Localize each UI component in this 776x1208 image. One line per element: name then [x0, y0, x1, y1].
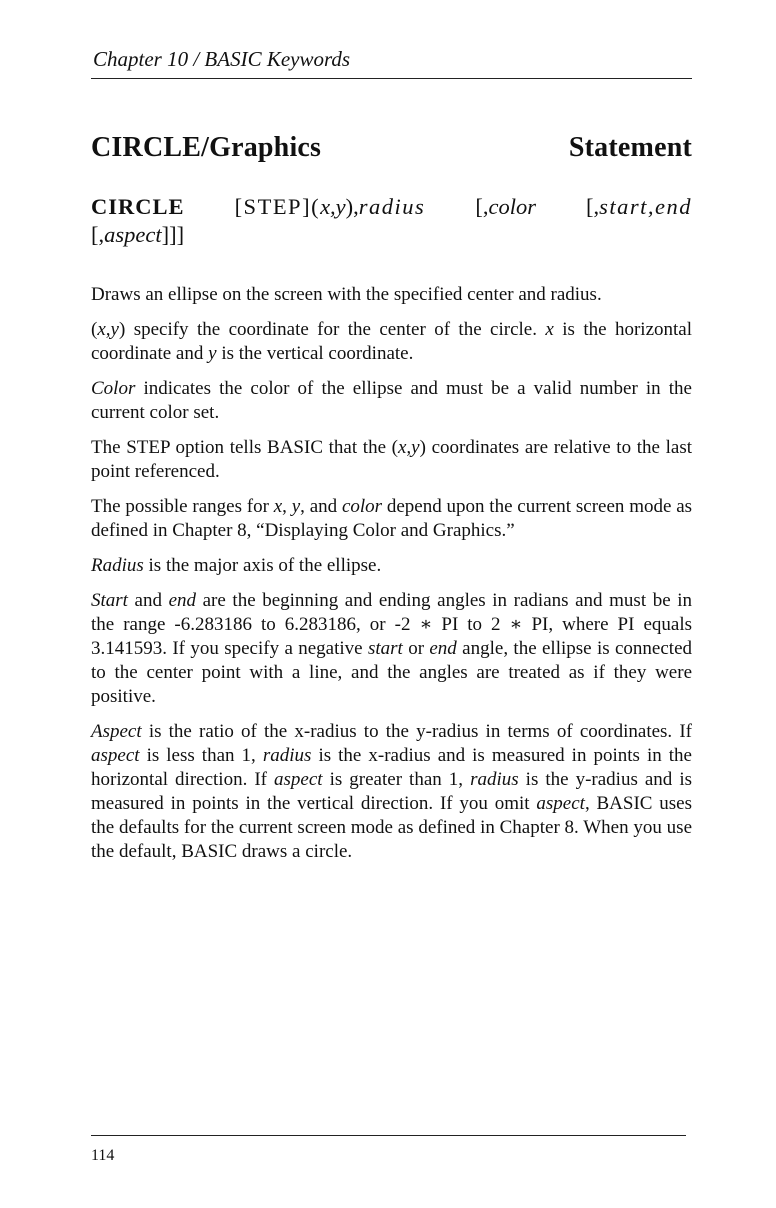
syntax-start-end: start,end — [599, 194, 693, 219]
body-text — [91, 283, 692, 875]
syntax-radius: radius — [358, 194, 426, 219]
paragraph-description: Draws an ellipse on the screen with the specified center and radius. — [91, 284, 602, 305]
syntax-color: color — [488, 194, 536, 219]
syntax-close-paren: ), — [345, 194, 359, 219]
page-number: 114 — [91, 1147, 115, 1164]
header-rule — [91, 78, 692, 79]
syntax-keyword: CIRCLE — [91, 194, 185, 219]
syntax-bracket-3: [, — [91, 222, 105, 247]
paragraph-step: The STEP option tells BASIC that the (x,y) coordinates are relative to the last point referenced. — [91, 437, 692, 482]
keyword-title: CIRCLE/Graphics — [91, 132, 322, 163]
paragraph-xy: (x,y) specify the coordinate for the center of the circle. x is the horizontal coordinate and y is the vertical coordinate. — [91, 319, 692, 364]
syntax-bracket-2: [, — [535, 194, 600, 219]
syntax-step: [STEP]( — [234, 194, 321, 219]
document-page — [91, 0, 692, 1208]
running-head: Chapter 10 / BASIC Keywords — [93, 47, 351, 71]
footer-rule — [91, 1135, 686, 1136]
syntax-close-brackets: ]]] — [161, 222, 185, 247]
paragraph-aspect: Aspect is the ratio of the x-radius to the y-radius in terms of coordinates. If aspect is less than 1, radius is the x-radius and is measured in points in the horizontal direction. If aspect is greater than 1, radius is the y-radius and is measured in points in the vertical direction. If you omit aspect, BASIC uses the defaults for the current screen mode as defined in Chapter 8. When you use the default, BASIC draws a circle. — [91, 721, 692, 862]
paragraph-ranges: The possible ranges for x, y, and color depend upon the current screen mode as defined in Chapter 8, “Displaying Color and Graphics.” — [91, 496, 693, 541]
paragraph-start-end: Start and end are the beginning and ending angles in radians and must be in the range -6.283186 to 6.283186, or -2 ∗ PI to 2 ∗ PI, where PI equals 3.141593. If you specify a negative start or end angle, the ellipse is connected to the center point with a line, and the angles are treated as if they were positive. — [91, 590, 693, 707]
syntax-xy: x,y — [320, 194, 346, 219]
paragraph-radius: Radius is the major axis of the ellipse. — [91, 555, 382, 576]
syntax-bracket-1: [, — [425, 194, 489, 219]
syntax-line-2 — [91, 221, 184, 249]
paragraph-color: Color indicates the color of the ellipse and must be a valid number in the current color set. — [91, 378, 692, 423]
syntax-line — [91, 193, 692, 221]
keyword-kind: Statement — [568, 132, 692, 163]
title-row — [91, 132, 692, 164]
syntax-aspect: aspect — [104, 222, 162, 247]
